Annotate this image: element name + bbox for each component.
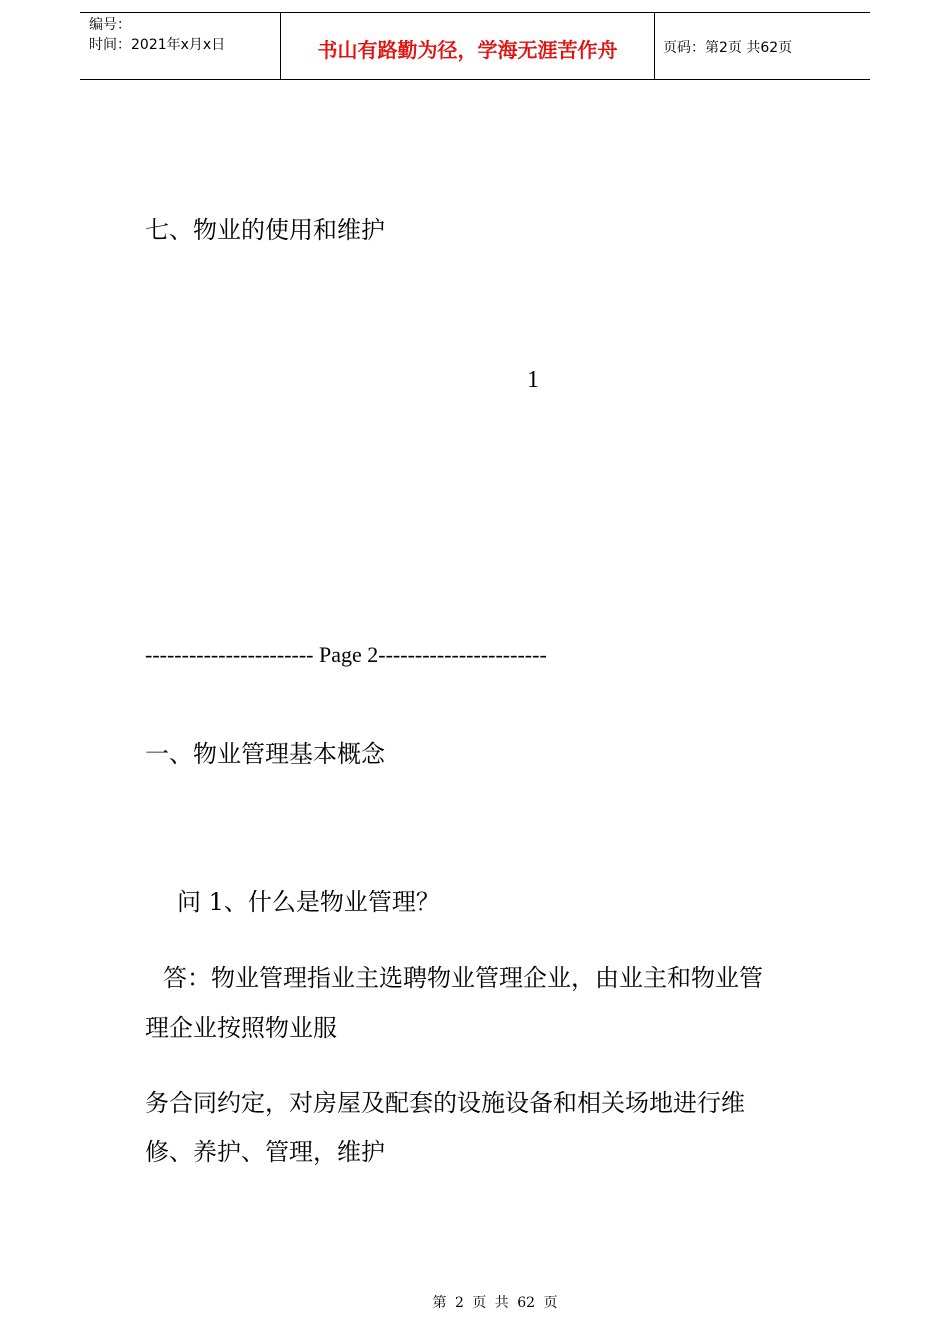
answer-line-2: 理企业按照物业服 <box>145 1014 337 1042</box>
section-heading-one: 一、物业管理基本概念 <box>145 740 385 768</box>
question-text: 问 1、什么是物业管理？ <box>177 888 440 916</box>
header-meta-cell <box>80 13 281 79</box>
header-page-info: 页码：第2页 共62页 <box>663 40 793 56</box>
page-footer: 第 2 页 共 62 页 <box>432 1295 558 1311</box>
header-motto: 书山有路勤为径，学海无涯苦作舟 <box>317 37 618 62</box>
page-number: 1 <box>527 367 539 393</box>
document-date-label: 时间：2021年x月x日 <box>89 37 226 53</box>
page-header <box>80 12 870 80</box>
answer-line-3: 务合同约定，对房屋及配套的设施设备和相关场地进行维 <box>145 1089 745 1117</box>
header-motto-cell <box>281 13 655 79</box>
document-number-label: 编号： <box>89 17 131 33</box>
answer-line-1: 答：物业管理指业主选聘物业管理企业，由业主和物业管 <box>163 964 763 992</box>
answer-line-4: 修、养护、管理，维护 <box>145 1138 385 1166</box>
page-separator: ----------------------- Page 2----------------------- <box>145 642 547 667</box>
header-page-cell <box>655 13 870 79</box>
section-heading-seven: 七、物业的使用和维护 <box>145 216 385 244</box>
